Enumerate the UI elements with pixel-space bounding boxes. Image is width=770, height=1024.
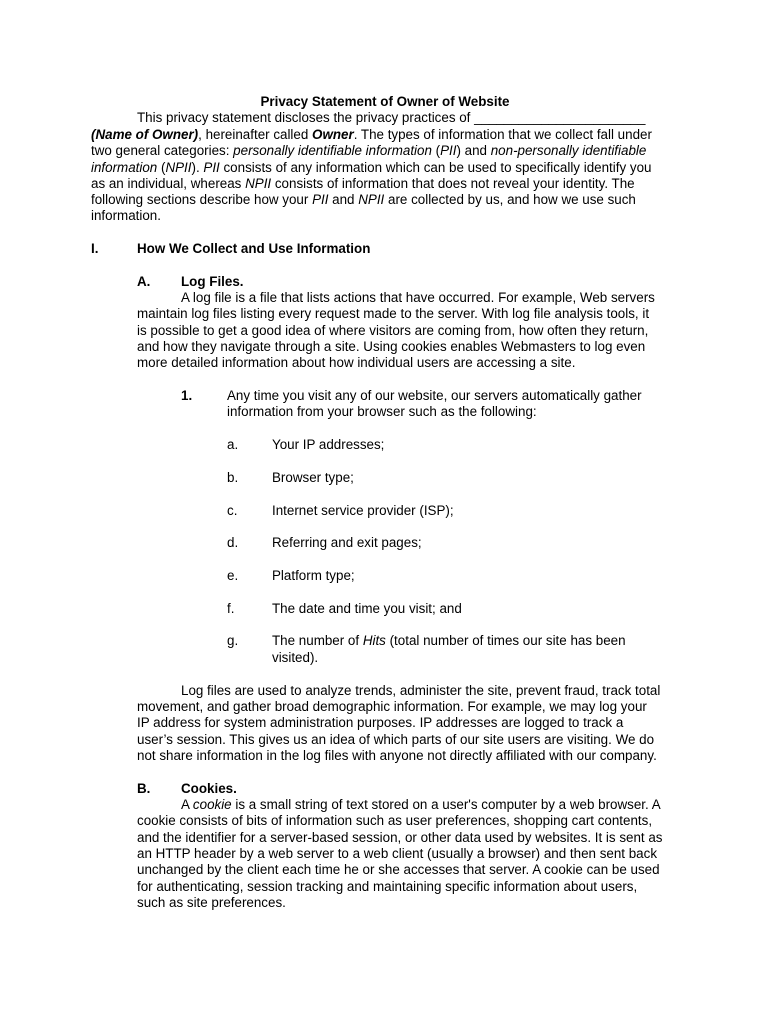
section-b-heading: Cookies. bbox=[181, 781, 237, 796]
list-item-letter: g. bbox=[227, 633, 239, 648]
item-1-number: 1. bbox=[181, 388, 193, 403]
document-title: Privacy Statement of Owner of Website bbox=[260, 94, 510, 109]
list-item-letter: e. bbox=[227, 568, 239, 583]
section-a-line-3: is possible to get a good idea of where visitors are coming from, how often they return, bbox=[137, 323, 649, 338]
list-item-letter: d. bbox=[227, 535, 239, 550]
intro-line-6: following sections describe how your PII and NPII are collected by us, and how we use such bbox=[91, 192, 636, 207]
section-b-line-6: for authenticating, session tracking and maintaining specific information about users, bbox=[137, 879, 638, 894]
section-1-number: I. bbox=[91, 241, 99, 256]
section-a-line-5: more detailed information about how individual users are accessing a site. bbox=[137, 355, 576, 370]
section-b-line-4: an HTTP header by a web server to a web client (usually a browser) and then sent back bbox=[137, 846, 658, 861]
logfiles-line-1: Log files are used to analyze trends, administer the site, prevent fraud, track total bbox=[181, 683, 661, 698]
section-b-line-1: A cookie is a small string of text stored on a user's computer by a web browser. A bbox=[181, 797, 661, 812]
item-1-line-1: Any time you visit any of our website, our servers automatically gather bbox=[227, 388, 642, 403]
section-a-line-4: and how they navigate through a site. Using cookies enables Webmasters to log even bbox=[137, 339, 646, 354]
intro-line-2: (Name of Owner), hereinafter called Owner. The types of information that we collect fall under bbox=[91, 127, 652, 142]
list-item-text: Your IP addresses; bbox=[272, 437, 385, 452]
list-item-text-continued: visited). bbox=[272, 650, 319, 665]
list-item-letter: b. bbox=[227, 470, 239, 485]
logfiles-line-3: IP address for system administration purposes. IP addresses are logged to track a bbox=[137, 715, 624, 730]
list-item-letter: f. bbox=[227, 601, 235, 616]
list-item-text: Browser type; bbox=[272, 470, 354, 485]
section-b-letter: B. bbox=[137, 781, 151, 796]
section-b-line-5: unchanged by the client each time he or she accesses that server. A cookie can be used bbox=[137, 862, 660, 877]
section-b-line-2: cookie consists of bits of information such as user preferences, shopping cart contents, bbox=[137, 813, 653, 828]
logfiles-line-4: user’s session. This gives us an idea of which parts of our site users are visiting. We do bbox=[137, 732, 655, 747]
list-item-text: Platform type; bbox=[272, 568, 355, 583]
list-item-text: The number of Hits (total number of times our site has been bbox=[272, 633, 626, 648]
list-item-text: Internet service provider (ISP); bbox=[272, 503, 454, 518]
list-item-letter: c. bbox=[227, 503, 238, 518]
intro-line-1: This privacy statement discloses the privacy practices of _______________________ bbox=[137, 110, 646, 125]
section-b-line-3: and the identifier for a server-based session, or other data used by websites. It is sent as bbox=[137, 830, 663, 845]
intro-line-7: information. bbox=[91, 208, 161, 223]
section-a-line-2: maintain log files listing every request made to the server. With log file analysis tools, it bbox=[137, 306, 650, 321]
intro-line-4: information (NPII). PII consists of any information which can be used to specifically identify you bbox=[91, 160, 652, 175]
intro-line-3: two general categories: personally identifiable information (PII) and non-personally identifiable bbox=[91, 143, 647, 158]
list-item-text: Referring and exit pages; bbox=[272, 535, 422, 550]
logfiles-line-2: movement, and gather broad demographic information. For example, we may log your bbox=[137, 699, 647, 714]
section-b-line-7: such as site preferences. bbox=[137, 895, 286, 910]
intro-line-5: as an individual, whereas NPII consists of information that does not reveal your identity. The bbox=[91, 176, 635, 191]
section-a-heading: Log Files. bbox=[181, 274, 244, 289]
section-a-line-1: A log file is a file that lists actions that have occurred. For example, Web servers bbox=[181, 290, 655, 305]
item-1-line-2: information from your browser such as the following: bbox=[227, 404, 537, 419]
list-item-text: The date and time you visit; and bbox=[272, 601, 462, 616]
section-a-letter: A. bbox=[137, 274, 151, 289]
list-item-letter: a. bbox=[227, 437, 239, 452]
logfiles-line-5: not share information in the log files with anyone not directly affiliated with our company. bbox=[137, 748, 657, 763]
section-1-heading: How We Collect and Use Information bbox=[137, 241, 371, 256]
